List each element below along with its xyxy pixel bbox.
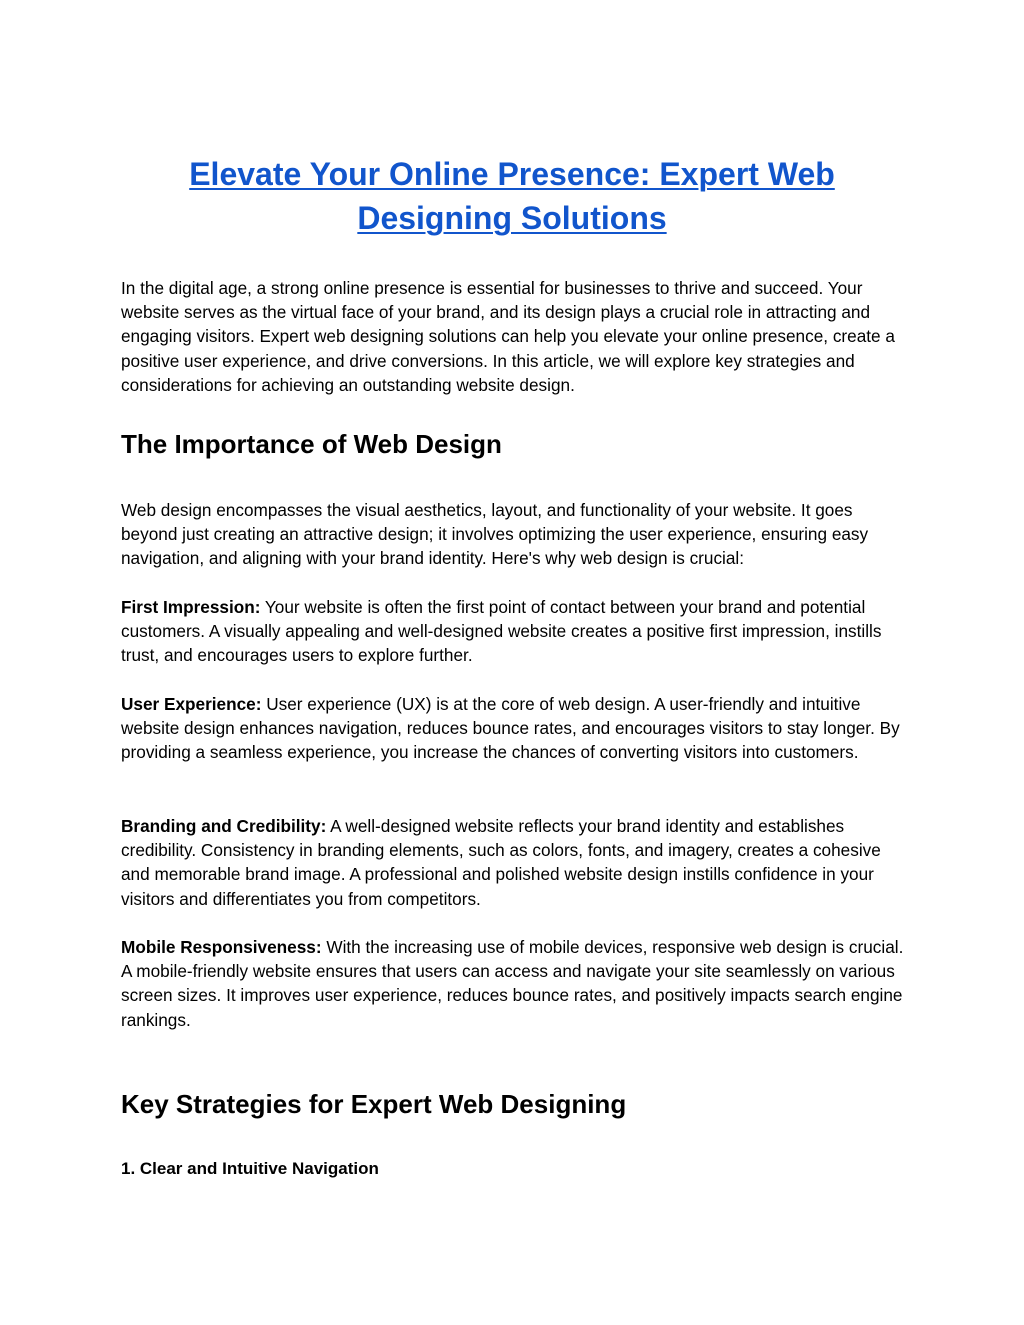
point-text: User experience (UX) is at the core of web design. A user-friendly and intuitive website design enhances navigation, reduces bounce rates, and encourages visitors to stay longer. By providing a seamless experience, you increase the chances of converting visitors into customers. <box>121 694 900 763</box>
point-label: First Impression: <box>121 597 261 617</box>
point-text: A well-designed website reflects your brand identity and establishes credibility. Consistency in branding elements, such as colors, fonts, and imagery, creates a cohesive and memorable brand image. A professional and polished website design instills confidence in your visitors and differentiates you from competitors. <box>121 816 881 909</box>
title-link[interactable]: Elevate Your Online Presence: Expert Web Designing Solutions <box>189 156 835 236</box>
point-label: Mobile Responsiveness: <box>121 937 322 957</box>
intro-paragraph: In the digital age, a strong online presence is essential for businesses to thrive and succeed. Your website serves as the virtual face of your brand, and its design plays a crucial role in attracting and engaging visitors. Expert web designing solutions can help you elevate your online presence, create a positive user experience, and drive conversions. In this article, we will explore key strategies and considerations for achieving an outstanding website design. <box>121 278 895 395</box>
subheading-navigation: 1. Clear and Intuitive Navigation <box>121 1159 379 1178</box>
section-heading-strategies: Key Strategies for Expert Web Designing <box>121 1089 627 1119</box>
point-mobile-responsiveness <box>121 935 911 1032</box>
point-text: With the increasing use of mobile devices, responsive web design is crucial. A mobile-friendly website ensures that users can access and navigate your site seamlessly on various screen sizes. It improves user experience, reduces bounce rates, and positively impacts search engine rankings. <box>121 937 904 1030</box>
section-heading-importance: The Importance of Web Design <box>121 429 502 459</box>
point-first-impression <box>121 595 911 668</box>
point-text: Your website is often the first point of contact between your brand and potential customers. A visually appealing and well-designed website creates a positive first impression, instills trust, and encourages users to explore further. <box>121 597 882 666</box>
importance-intro-paragraph: Web design encompasses the visual aesthetics, layout, and functionality of your website. It goes beyond just creating an attractive design; it involves optimizing the user experience, ensuring easy navigation, and aligning with your brand identity. Here's why web design is crucial: <box>121 500 869 569</box>
document-title <box>140 152 884 240</box>
point-branding-credibility <box>121 814 911 911</box>
point-label: User Experience: <box>121 694 262 714</box>
point-label: Branding and Credibility: <box>121 816 327 836</box>
point-user-experience <box>121 692 911 765</box>
